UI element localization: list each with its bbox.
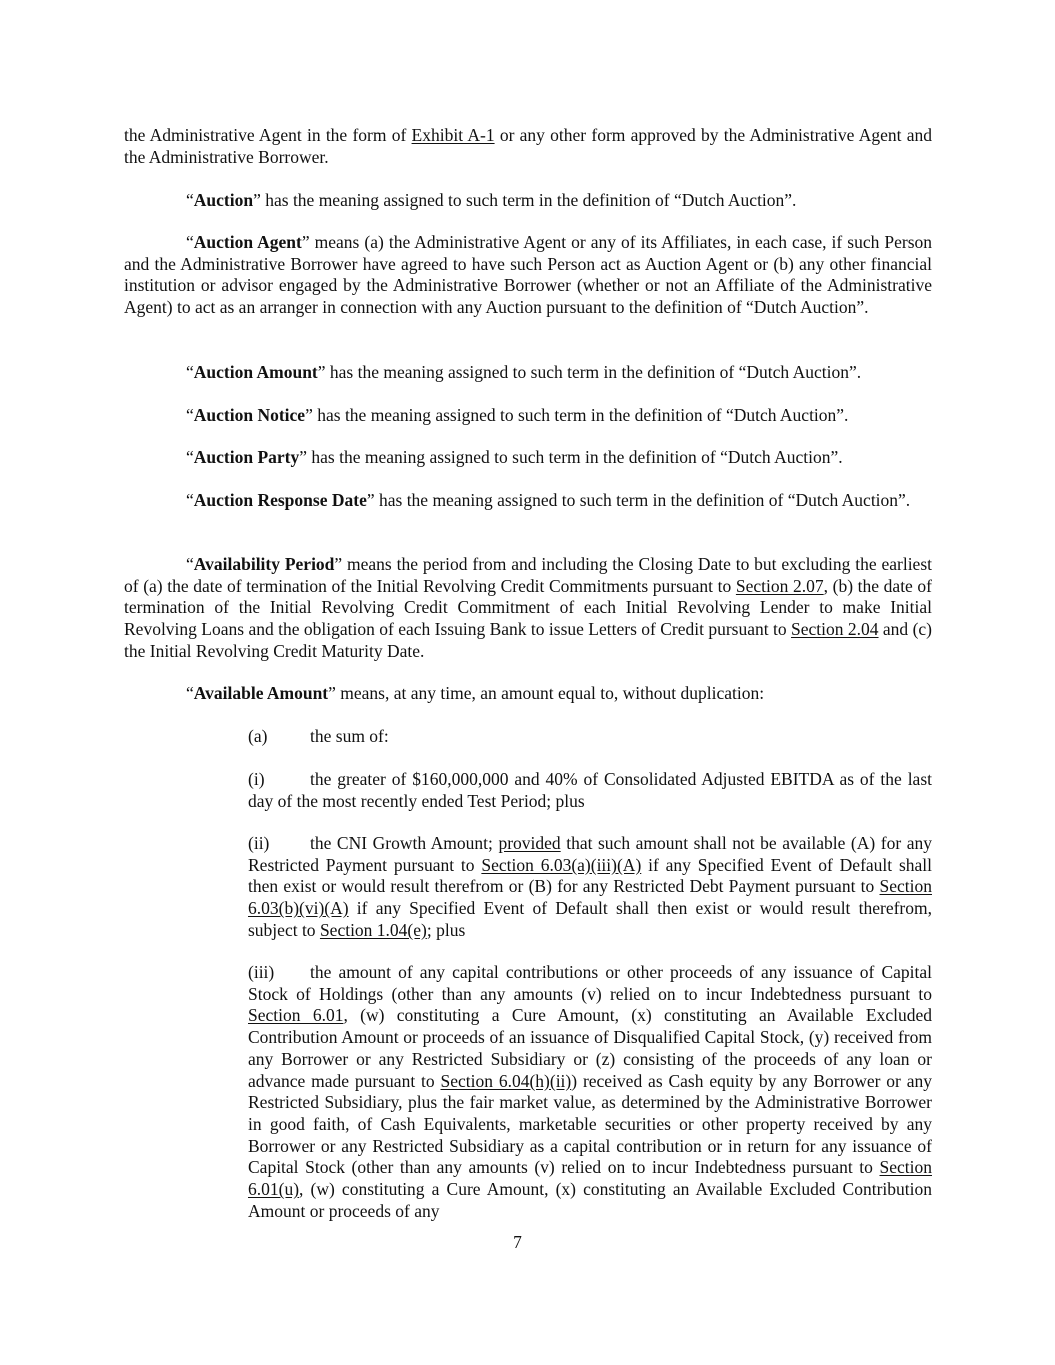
clause-number: (ii)	[248, 833, 270, 853]
clause-text: the greater of $160,000,000 and 40% of Consolidated Adjusted EBITDA as of the last day of the most recently ended Test Period; plus	[248, 769, 932, 811]
page-number: 7	[513, 1232, 522, 1252]
definition-availability-period: “Availability Period” means the period from and including the Closing Date to but excluding the earliest of (a) the date of termination of the Initial Revolving Credit Commitments pursuant to Section 2.07, (b) the date of termination of the Initial Revolving Credit Commitment of each Initial Revolving Lender to make Initial Revolving Loans and the obligation of each Issuing Bank to issue Letters of Credit pursuant to Section 2.04 and (c) the Initial Revolving Credit Maturity Date.	[124, 554, 933, 661]
defined-term: Auction	[193, 190, 254, 210]
section-reference: Section 6.03(b)(vi)(A)	[248, 876, 932, 919]
definition-auction-agent: “Auction Agent” means (a) the Administrative Agent or any of its Affiliates, in each case, if such Person and the Administrative Borrower have agreed to have such Person act as Auction Agent or (b) any other financial institution or advisor engaged by the Administrative Borrower (whether or not an Affiliate of the Administrative Agent) to act as an arranger in connection with any Auction pursuant to the definition of “Dutch Auction”.	[124, 232, 933, 318]
definition-auction-notice: “Auction Notice” has the meaning assigned to such term in the definition of “Dutch Auction”.	[186, 405, 849, 425]
clause-number: (a)	[248, 726, 268, 746]
clause-i	[248, 769, 932, 812]
text: or any other form approved by the Administrative Agent and the Administrative Borrower.	[124, 125, 932, 167]
definition-auction-amount: “Auction Amount” has the meaning assigned to such term in the definition of “Dutch Auction”.	[186, 362, 862, 382]
defined-term: Available Amount	[193, 683, 329, 703]
clause-number: (iii)	[248, 962, 275, 982]
section-reference: Section 1.04(e)	[319, 919, 427, 940]
clause-iii: (iii) the amount of any capital contributions or other proceeds of any issuance of Capital Stock of Holdings (other than any amounts (v) relied on to incur Indebtedness pursuant to Section 6.01, (w) constituting a Cure Amount, (x) constituting an Available Excluded Contribution Amount or proceeds of an issuance of Disqualified Capital Stock, (y) received from any Borrower or any Restricted Subsidiary or (z) consisting of the proceeds of any loan or advance made pursuant to Section 6.04(h)(ii)) received as Cash equity by any Borrower or any Restricted Subsidiary, plus the fair market value, as determined by the Administrative Borrower in good faith, of Cash Equivalents, marketable securities or other property received by any Borrower or any Restricted Subsidiary as a capital contribution or in return for any issuance of Capital Stock (other than any amounts (v) relied on to incur Indebtedness pursuant to Section 6.01(u), (w) constituting a Cure Amount, (x) constituting an Available Excluded Contribution Amount or proceeds of any	[248, 962, 932, 1221]
defined-term: Availability Period	[193, 554, 335, 574]
definition-text: ” means (a) the Administrative Agent or any of its Affiliates, in each case, if such Person and the Administrative Borrower have agreed to have such Person act as Auction Agent or (b) any other financial institution or advisor engaged by the Administrative Borrower (whether or not an Affiliate of the Administrative Agent) to act as an arranger in connection with any Auction pursuant to the definition of “Dutch Auction”.	[124, 232, 933, 318]
definition-text: ” has the meaning assigned to such term in the definition of “Dutch Auction”.	[253, 190, 797, 210]
section-reference: Section 6.01	[248, 1005, 344, 1026]
defined-term: Auction Party	[193, 447, 300, 467]
exhibit-reference: Exhibit A-1	[411, 125, 495, 145]
definition-text: ” means, at any time, an amount equal to, without duplication:	[328, 683, 765, 703]
section-reference: Section 6.03(a)(iii)(A)	[481, 854, 642, 875]
definition-auction-response-date: “Auction Response Date” has the meaning assigned to such term in the definition of “Dutch Auction”.	[186, 490, 911, 510]
clause-text: the sum of:	[310, 726, 389, 746]
section-reference: Section 6.04(h)(ii)	[440, 1070, 572, 1091]
definition-text: ” has the meaning assigned to such term in the definition of “Dutch Auction”.	[366, 490, 911, 510]
definition-text: ” has the meaning assigned to such term in the definition of “Dutch Auction”.	[299, 447, 843, 467]
clause-a	[248, 726, 932, 748]
defined-term: Auction Response Date	[193, 490, 367, 510]
section-reference: Section 2.04	[791, 619, 879, 640]
definition-available-amount: “Available Amount” means, at any time, an amount equal to, without duplication:	[186, 683, 765, 703]
proviso-term: provided	[498, 833, 561, 853]
defined-term: Auction Notice	[193, 405, 306, 425]
definition-text: ” has the meaning assigned to such term in the definition of “Dutch Auction”.	[317, 362, 862, 382]
clause-ii: (ii) the CNI Growth Amount; provided that such amount shall not be available (A) for any Restricted Payment pursuant to Section 6.03(a)(iii)(A) if any Specified Event of Default shall then exist or would result therefrom or (B) for any Restricted Debt Payment pursuant to Section 6.03(b)(vi)(A) if any Specified Event of Default shall then exist or would result therefrom, subject to Section 1.04(e); plus	[248, 833, 933, 940]
defined-term: Auction Agent	[193, 232, 302, 252]
section-reference: Section 2.07	[735, 575, 824, 596]
definition-auction-party: “Auction Party” has the meaning assigned to such term in the definition of “Dutch Auction”.	[186, 447, 843, 467]
definition-text: ” has the meaning assigned to such term in the definition of “Dutch Auction”.	[305, 405, 849, 425]
paragraph-continuation	[124, 125, 932, 168]
defined-term: Auction Amount	[193, 362, 318, 382]
definition-auction: “Auction” has the meaning assigned to such term in the definition of “Dutch Auction”.	[186, 190, 797, 210]
clause-number: (i)	[248, 769, 265, 789]
section-reference: Section 6.01(u)	[248, 1157, 932, 1200]
text: the Administrative Agent in the form of	[124, 125, 412, 145]
